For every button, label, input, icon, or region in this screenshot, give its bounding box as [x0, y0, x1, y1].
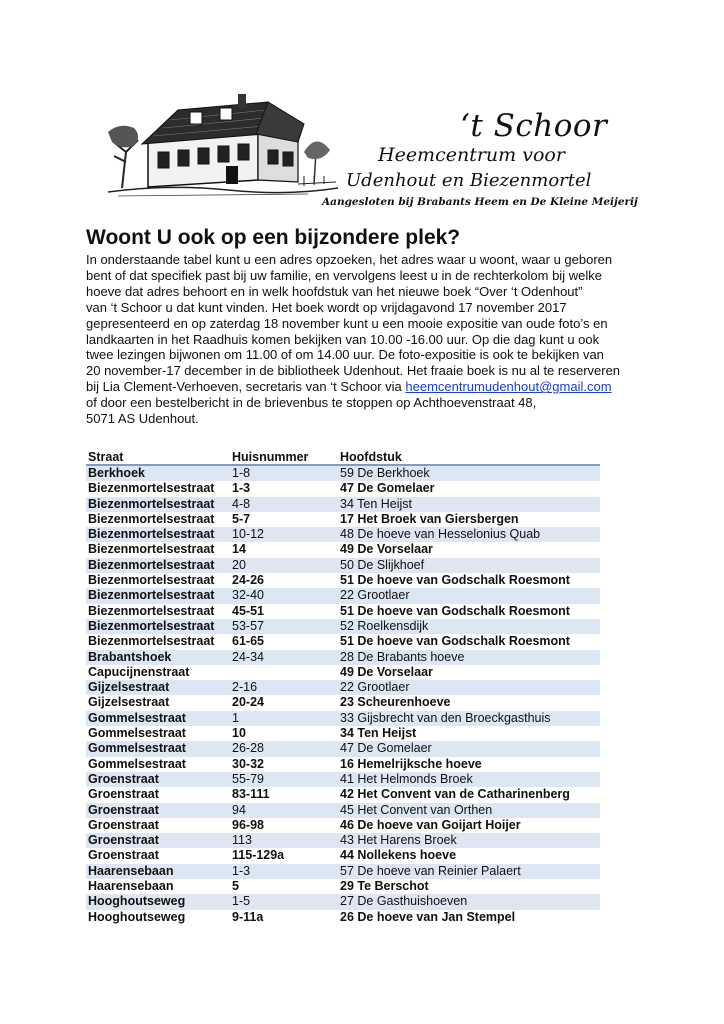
- table-row: [86, 512, 600, 527]
- cell-chapter: 16 Hemelrijksche hoeve: [340, 756, 482, 771]
- intro-line: landkaarten in het Raadhuis komen bekijken van 10.00 -16.00 uur. Op die dag kunt u ook: [86, 331, 600, 347]
- cell-chapter: 59 De Berkhoek: [338, 465, 600, 481]
- org-subtitle: Heemcentrum voor: [378, 144, 565, 166]
- building-illustration: [108, 92, 338, 200]
- email-link[interactable]: heemcentrumudenhout@gmail.com: [405, 379, 612, 395]
- table-row: [86, 741, 600, 756]
- intro-line: [86, 379, 646, 395]
- cell-house-number: 5: [232, 879, 239, 894]
- cell-house-number: 10: [232, 726, 246, 741]
- org-affiliation: Aangesloten bij Brabants Heem en De Kleine Meijerij: [322, 196, 638, 208]
- table-row: [86, 772, 600, 787]
- cell-street: Gommelsestraat: [88, 726, 186, 741]
- column-header-chapter: Hoofdstuk: [338, 450, 600, 465]
- cell-house-number: 94: [230, 803, 338, 818]
- table-row: [86, 726, 600, 741]
- cell-house-number: 115-129a: [232, 848, 285, 863]
- page-title: Woont U ook op een bijzondere plek?: [86, 226, 461, 249]
- cell-chapter: 51 De hoeve van Godschalk Roesmont: [340, 573, 570, 588]
- intro-line: 20 november-17 december in de bibliotheek Udenhout. Het fraaie boek is nu al te reserveren: [86, 363, 621, 379]
- org-title: ‘t Schoor: [460, 108, 608, 144]
- table-row: [86, 588, 600, 603]
- cell-house-number: 61-65: [232, 634, 264, 649]
- table-row: [86, 680, 600, 695]
- cell-house-number: 55-79: [230, 772, 338, 787]
- table-row: [86, 542, 600, 557]
- cell-street: Biezenmortelsestraat: [88, 511, 215, 526]
- cell-chapter: 57 De hoeve van Reinier Palaert: [338, 864, 600, 879]
- cell-street: Biezenmortelsestraat: [88, 542, 215, 557]
- intro-line: gepresenteerd en op zaterdag 18 november kunt u een mooie expositie van oude foto’s en: [86, 315, 608, 331]
- table-row: [86, 558, 600, 573]
- cell-house-number: 24-34: [230, 650, 338, 665]
- table-row: [86, 527, 600, 542]
- cell-chapter: 49 De Vorselaar: [340, 542, 433, 557]
- table-row: [86, 894, 600, 909]
- cell-street: Biezenmortelsestraat: [88, 573, 215, 588]
- table-row: [86, 573, 600, 588]
- intro-line: In onderstaande tabel kunt u een adres opzoeken, het adres waar u woont, waar u geboren: [86, 252, 613, 267]
- cell-house-number: 4-8: [230, 497, 338, 512]
- cell-street: Brabantshoek: [86, 650, 230, 665]
- cell-street: Biezenmortelsestraat: [86, 558, 230, 573]
- cell-chapter: 49 De Vorselaar: [340, 664, 433, 679]
- intro-line: of door een bestelbericht in de brievenbus te stoppen op Achthoevenstraat 48,: [86, 395, 537, 411]
- table-body: [86, 465, 600, 925]
- table-row: [86, 481, 600, 496]
- cell-chapter: 47 De Gomelaer: [340, 481, 435, 496]
- column-header-number: Huisnummer: [230, 450, 338, 465]
- cell-chapter: 51 De hoeve van Godschalk Roesmont: [340, 603, 570, 618]
- cell-chapter: 29 Te Berschot: [340, 879, 429, 894]
- cell-street: Haarensebaan: [86, 864, 230, 879]
- table-row: [86, 848, 600, 863]
- cell-house-number: 83-111: [232, 787, 270, 802]
- intro-line: bent of dat specifiek past bij uw familie, en vervolgens leest u in de rechterkolom bij welke: [86, 267, 602, 283]
- table-row: [86, 497, 600, 512]
- cell-street: Biezenmortelsestraat: [88, 634, 215, 649]
- cell-house-number: 1-5: [230, 894, 338, 909]
- cell-street: Hooghoutseweg: [88, 909, 186, 924]
- cell-chapter: 42 Het Convent van de Catharinenberg: [340, 787, 570, 802]
- table-row: [86, 757, 600, 772]
- cell-house-number: 9-11a: [232, 909, 264, 924]
- cell-street: Biezenmortelsestraat: [86, 497, 230, 512]
- cell-chapter: 52 Roelkensdijk: [338, 619, 600, 634]
- org-location: Udenhout en Biezenmortel: [346, 170, 592, 191]
- cell-street: Groenstraat: [88, 848, 159, 863]
- cell-street: Groenstraat: [88, 787, 159, 802]
- intro-text: [86, 252, 646, 427]
- cell-street: Gommelsestraat: [86, 711, 230, 726]
- cell-street: Biezenmortelsestraat: [88, 481, 215, 496]
- cell-chapter: 46 De hoeve van Goijart Hoijer: [340, 817, 521, 832]
- table-row: [86, 619, 600, 634]
- cell-house-number: 1-8: [230, 465, 338, 481]
- address-table: [86, 450, 600, 925]
- cell-house-number: 32-40: [230, 588, 338, 603]
- table-row: [86, 695, 600, 710]
- header: [108, 92, 648, 220]
- table-row: [86, 787, 600, 802]
- cell-chapter: 47 De Gomelaer: [338, 741, 600, 756]
- cell-chapter: 33 Gijsbrecht van den Broeckgasthuis: [338, 711, 600, 726]
- table-row: [86, 465, 600, 481]
- cell-house-number: 1-3: [230, 864, 338, 879]
- cell-house-number: [230, 665, 338, 680]
- cell-street: Gommelsestraat: [88, 756, 186, 771]
- cell-chapter: 41 Het Helmonds Broek: [338, 772, 600, 787]
- cell-chapter: 43 Het Harens Broek: [338, 833, 600, 848]
- cell-chapter: 26 De hoeve van Jan Stempel: [340, 909, 516, 924]
- intro-line: van ‘t Schoor u dat kunt vinden. Het boek wordt op vrijdagavond 17 november 2017: [86, 299, 567, 315]
- cell-chapter: 28 De Brabants hoeve: [338, 650, 600, 665]
- cell-house-number: 1-3: [232, 481, 251, 496]
- cell-street: Groenstraat: [86, 833, 230, 848]
- cell-street: Biezenmortelsestraat: [86, 588, 230, 603]
- cell-street: Biezenmortelsestraat: [88, 603, 215, 618]
- cell-chapter: 44 Nollekens hoeve: [340, 848, 457, 863]
- cell-house-number: 96-98: [232, 817, 264, 832]
- cell-chapter: 34 Ten Heijst: [338, 497, 600, 512]
- table-row: [86, 650, 600, 665]
- column-header-street: Straat: [86, 450, 230, 465]
- cell-street: Groenstraat: [86, 803, 230, 818]
- cell-street: Groenstraat: [86, 772, 230, 787]
- cell-street: Gijzelsestraat: [86, 680, 230, 695]
- cell-chapter: 23 Scheurenhoeve: [340, 695, 451, 710]
- cell-house-number: 53-57: [230, 619, 338, 634]
- intro-line: hoeve dat adres behoort en in welk hoofdstuk van het nieuwe boek “Over ‘t Odenhout”: [86, 283, 583, 299]
- table-row: [86, 833, 600, 848]
- cell-house-number: 113: [230, 833, 338, 848]
- cell-street: Berkhoek: [86, 465, 230, 481]
- cell-street: Groenstraat: [88, 817, 159, 832]
- table-row: [86, 665, 600, 680]
- table-row: [86, 604, 600, 619]
- cell-street: Gijzelsestraat: [88, 695, 170, 710]
- cell-house-number: 30-32: [232, 756, 264, 771]
- table-header-row: [86, 450, 600, 465]
- cell-chapter: 22 Grootlaer: [338, 680, 600, 695]
- table-row: [86, 864, 600, 879]
- cell-chapter: 50 De Slijkhoef: [338, 558, 600, 573]
- intro-line-text: bij Lia Clement-Verhoeven, secretaris van ‘t Schoor via: [86, 379, 406, 395]
- cell-chapter: 45 Het Convent van Orthen: [338, 803, 600, 818]
- table-row: [86, 910, 600, 925]
- cell-house-number: 14: [232, 542, 246, 557]
- intro-line: 5071 AS Udenhout.: [86, 411, 199, 427]
- cell-street: Gommelsestraat: [86, 741, 230, 756]
- cell-house-number: 20-24: [232, 695, 264, 710]
- table-row: [86, 711, 600, 726]
- intro-line: twee lezingen bijwonen om 11.00 of om 14.00 uur. De foto-expositie is ook te bekijken van: [86, 347, 604, 363]
- cell-house-number: 2-16: [230, 680, 338, 695]
- table-row: [86, 634, 600, 649]
- cell-chapter: 34 Ten Heijst: [340, 726, 417, 741]
- cell-chapter: 17 Het Broek van Giersbergen: [340, 511, 519, 526]
- cell-street: Biezenmortelsestraat: [86, 527, 230, 542]
- cell-street: Capucijnenstraat: [88, 664, 190, 679]
- cell-house-number: 10-12: [230, 527, 338, 542]
- table-row: [86, 803, 600, 818]
- cell-street: Hooghoutseweg: [86, 894, 230, 909]
- cell-house-number: 5-7: [232, 511, 251, 526]
- cell-chapter: 27 De Gasthuishoeven: [338, 894, 600, 909]
- cell-chapter: 22 Grootlaer: [338, 588, 600, 603]
- cell-chapter: 48 De hoeve van Hesselonius Quab: [338, 527, 600, 542]
- cell-street: Haarensebaan: [88, 879, 174, 894]
- cell-chapter: 51 De hoeve van Godschalk Roesmont: [340, 634, 570, 649]
- cell-house-number: 45-51: [232, 603, 264, 618]
- table-row: [86, 879, 600, 894]
- cell-house-number: 1: [230, 711, 338, 726]
- table-row: [86, 818, 600, 833]
- cell-house-number: 20: [230, 558, 338, 573]
- cell-house-number: 24-26: [232, 573, 264, 588]
- cell-street: Biezenmortelsestraat: [86, 619, 230, 634]
- cell-house-number: 26-28: [230, 741, 338, 756]
